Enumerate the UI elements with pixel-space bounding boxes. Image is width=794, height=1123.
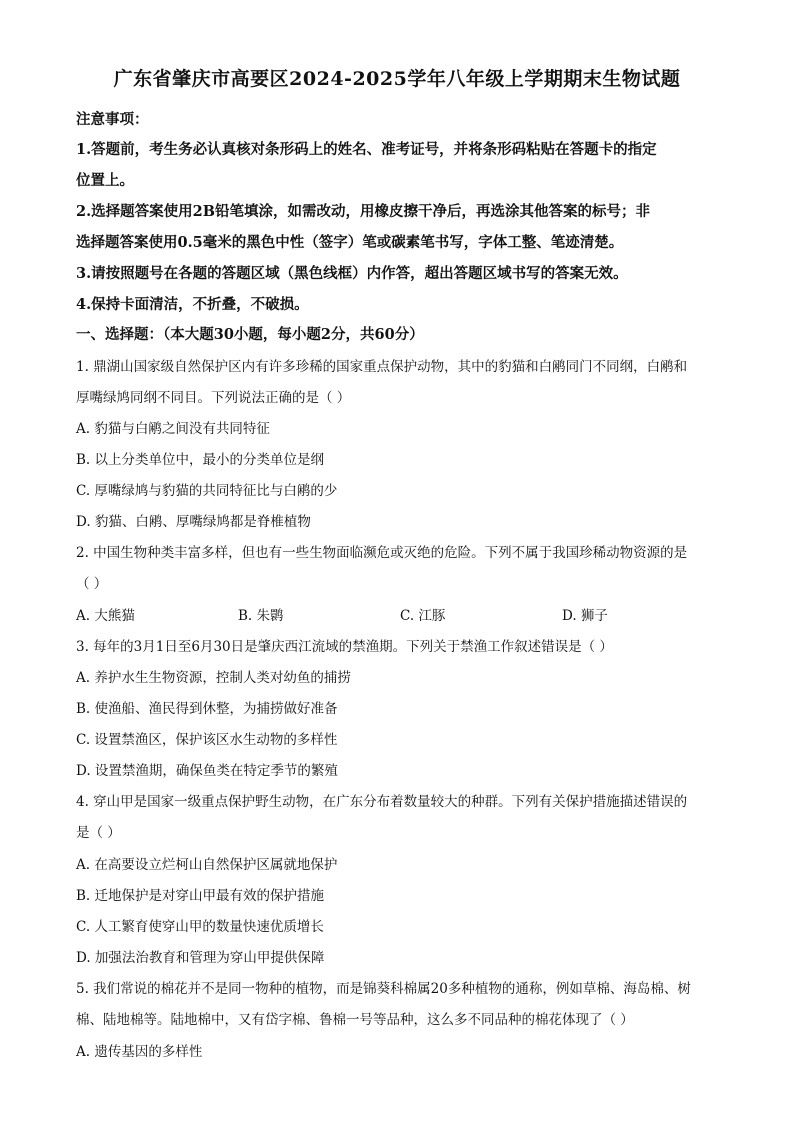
q2-option-b: B. 朱鹮 [238,608,284,624]
q5-stem: 5. 我们常说的棉花并不是同一物种的植物，而是锦葵科棉属20多种植物的通称，例如草棉、海岛棉、树 [76,981,691,997]
q4-option-c: C. 人工繁育使穿山甲的数量快速优质增长 [76,919,324,935]
notice-line: 1.答题前，考生务必认真核对条形码上的姓名、准考证号，并将条形码粘贴在答题卡的指定 [76,141,657,158]
q2-option-d: D. 狮子 [562,608,608,624]
q1-option-c: C. 厚嘴绿鸠与豹猫的共同特征比与白鹇的少 [76,483,338,499]
q4-stem-cont: 是（ ） [76,825,121,841]
q3-option-b: B. 使渔船、渔民得到休整，为捕捞做好准备 [76,701,338,717]
notice-line: 3.请按照题号在各题的答题区域（黑色线框）内作答，超出答题区域书写的答案无效。 [76,265,628,282]
q1-stem-cont: 厚嘴绿鸠同纲不同目。下列说法正确的是（ ） [76,390,351,406]
q4-option-d: D. 加强法治教育和管理为穿山甲提供保障 [76,950,325,966]
notice-line: 4.保持卡面清洁，不折叠，不破损。 [76,296,309,313]
notice-heading: 注意事项： [76,111,149,128]
q1-option-b: B. 以上分类单位中，最小的分类单位是纲 [76,452,325,468]
q2-stem: 2. 中国生物种类丰富多样，但也有一些生物面临濒危或灭绝的危险。下列不属于我国珍稀动物资源的是 [76,545,688,561]
q5-stem-cont: 棉、陆地棉等。陆地棉中，又有岱字棉、鲁棉一号等品种，这么多不同品种的棉花体现了（ ） [76,1012,634,1028]
q3-option-a: A. 养护水生生物资源，控制人类对幼鱼的捕捞 [76,670,351,686]
notice-line: 2.选择题答案使用2B铅笔填涂，如需改动，用橡皮擦干净后，再选涂其他答案的标号；非 [76,203,650,220]
notice-line: 位置上。 [76,172,134,189]
section-heading: 一、选择题：（本大题30小题，每小题2分，共60分） [76,326,424,343]
q1-option-d: D. 豹猫、白鹇、厚嘴绿鸠都是脊椎植物 [76,514,311,530]
q1-stem: 1. 鼎湖山国家级自然保护区内有许多珍稀的国家重点保护动物，其中的豹猫和白鹇同门不同纲，白鹇和 [76,359,688,375]
q5-option-a: A. 遗传基因的多样性 [76,1044,203,1060]
q1-option-a: A. 豹猫与白鹇之间没有共同特征 [76,421,270,437]
q2-stem-cont: （ ） [76,576,108,592]
q4-option-a: A. 在高要设立烂柯山自然保护区属就地保护 [76,857,338,873]
notice-line: 选择题答案使用0.5毫米的黑色中性（签字）笔或碳素笔书写，字体工整、笔迹清楚。 [76,234,624,251]
q3-stem: 3. 每年的3月1日至6月30日是肇庆西江流域的禁渔期。下列关于禁渔工作叙述错误是（ ） [76,639,613,655]
q3-option-c: C. 设置禁渔区，保护该区水生动物的多样性 [76,732,338,748]
q2-option-c: C. 江豚 [400,608,446,624]
q3-option-d: D. 设置禁渔期，确保鱼类在特定季节的繁殖 [76,763,338,779]
q4-stem: 4. 穿山甲是国家一级重点保护野生动物，在广东分布着数量较大的种群。下列有关保护措施描述错误的 [76,794,688,810]
q4-option-b: B. 迁地保护是对穿山甲最有效的保护措施 [76,888,325,904]
page-title: 广东省肇庆市高要区2024-2025学年八年级上学期期末生物试题 [113,68,681,90]
q2-option-a: A. 大熊猫 [76,608,135,624]
